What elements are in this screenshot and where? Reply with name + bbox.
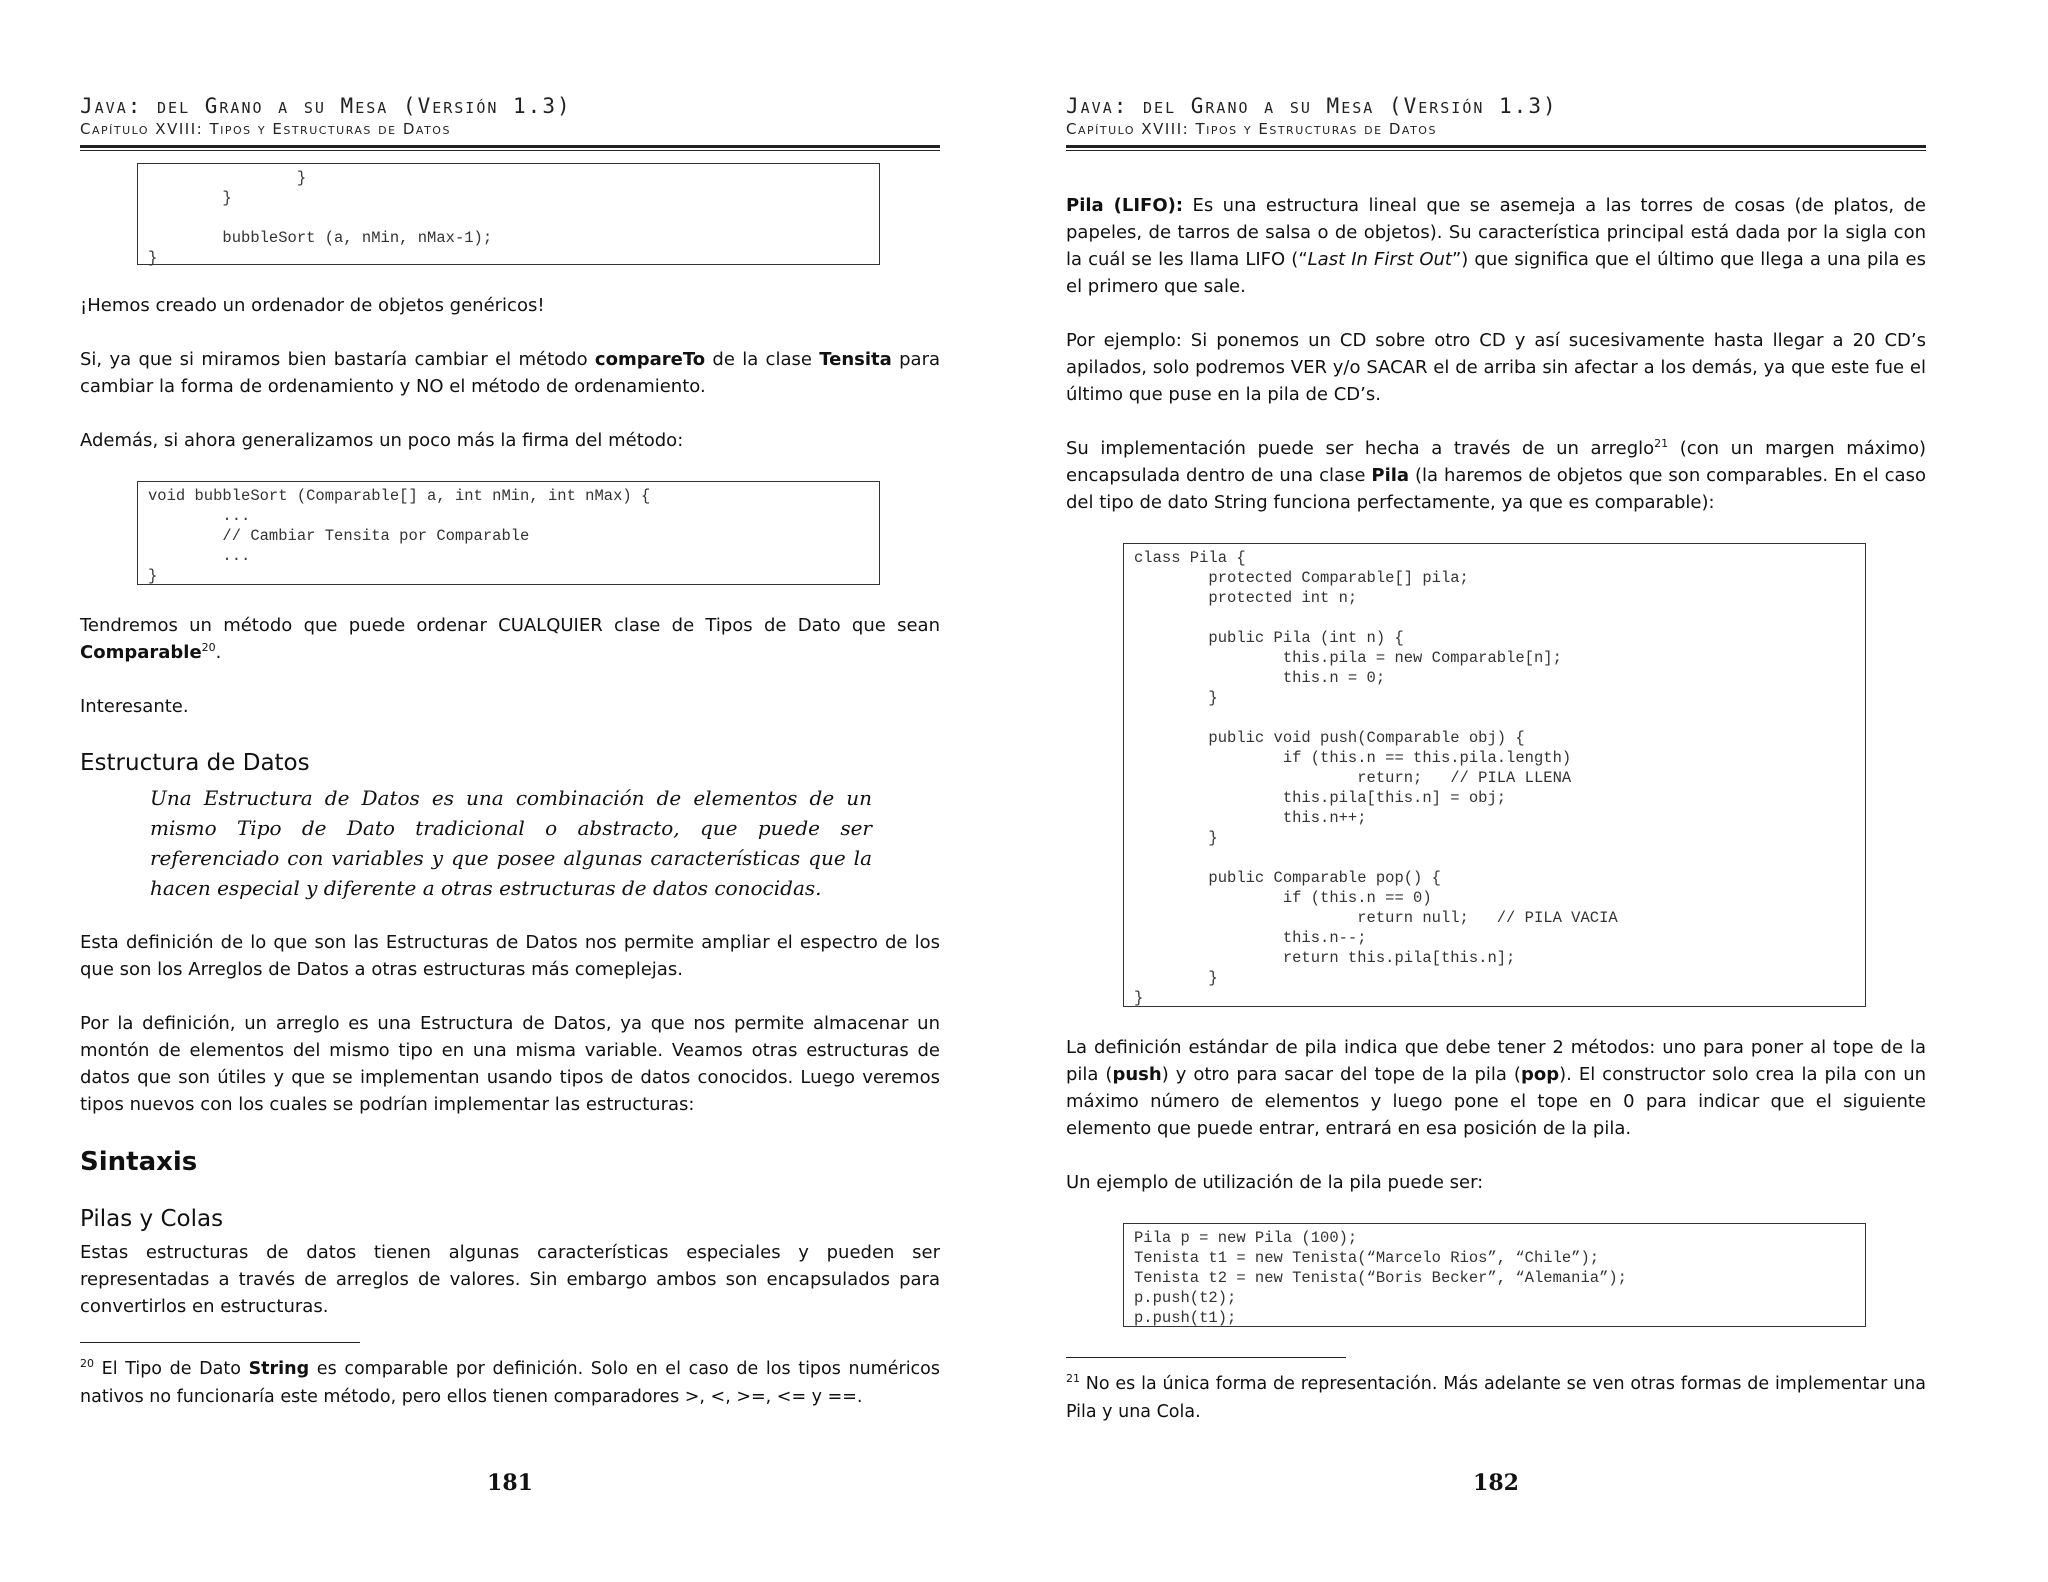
footnote-rule: [80, 1342, 360, 1343]
paragraph: Un ejemplo de utilización de la pila puede ser:: [1066, 1172, 1484, 1193]
paragraph: ¡Hemos creado un ordenador de objetos genéricos!: [80, 295, 545, 316]
right-page: [1066, 0, 1926, 1582]
book-title: Java: del Grano a su Mesa (Versión 1.3): [80, 94, 572, 118]
left-page: [80, 0, 940, 1582]
paragraph: Su implementación puede ser hecha a través de un arreglo$^{21}$ (con un margen máximo) encapsulada dentro de una clase Pila (la haremos de objetos que son comparables. En el caso del tipo de dato String funciona perfectamente, ya que es comparable):: [1066, 437, 1926, 513]
header-rule: [1066, 145, 1926, 148]
section-heading: Pilas y Colas: [80, 1206, 224, 1232]
paragraph: Tendremos un método que puede ordenar CUALQUIER clase de Tipos de Dato que sean Comparable$^{20}$.: [80, 615, 940, 663]
paragraph: Estas estructuras de datos tienen algunas características especiales y pueden ser representadas a través de arreglos de valores. Sin embargo ambos son encapsulados para convertirlos en estructuras.: [80, 1242, 940, 1317]
header-rule-thin: [1066, 150, 1926, 151]
paragraph: Interesante.: [80, 696, 189, 717]
paragraph: Por la definición, un arreglo es una Estructura de Datos, ya que nos permite almacenar un montón de elementos del mismo tipo en una misma variable. Veamos otras estructuras de datos que son útiles y que se implementan usando tipos de datos conocidos. Luego veremos tipos nuevos con los cuales se podrían implementar las estructuras:: [80, 1013, 940, 1115]
paragraph: Si, ya que si miramos bien bastaría cambiar el método compareTo de la clase Tensita para cambiar la forma de ordenamiento y NO el método de ordenamiento.: [80, 349, 940, 397]
code-block: Pila p = new Pila (100); Tenista t1 = new Tenista(“Marcelo Rios”, “Chile”); Tenista t2 = new Tenista(“Boris Becker”, “Alemania”); p.push(t2); p.push(t1);: [1123, 1223, 1866, 1327]
book-title: Java: del Grano a su Mesa (Versión 1.3): [1066, 94, 1558, 118]
header-rule: [80, 145, 940, 148]
chapter-title: Capítulo XVIII: Tipos y Estructuras de Datos: [1066, 120, 1437, 138]
chapter-title: Capítulo XVIII: Tipos y Estructuras de Datos: [80, 120, 451, 138]
definition-quote: Una Estructura de Datos es una combinación de elementos de un mismo Tipo de Dato tradicional o abstracto, que puede ser referenciado con variables y que posee algunas características que la hacen especial y diferente a otras estructuras de datos conocidas.: [150, 786, 872, 900]
paragraph: La definición estándar de pila indica que debe tener 2 métodos: uno para poner al tope de la pila (push) y otro para sacar del tope de la pila (pop). El constructor solo crea la pila con un máximo número de elementos y luego pone el tope en 0 para indicar que el siguiente elemento que puede entrar, entrará en esa posición de la pila.: [1066, 1037, 1927, 1139]
page-number: 181: [487, 1470, 533, 1496]
footnote: $^{20}$ El Tipo de Dato String es comparable por definición. Solo en el caso de los tipos numéricos nativos no funcionaría este método, pero ellos tienen comparadores >, <, >=, <= y ==.: [80, 1357, 940, 1407]
right-content: [1066, 192, 1926, 1426]
footnote: $^{21}$ No es la única forma de representación. Más adelante se ven otras formas de implementar una Pila y una Cola.: [1066, 1372, 1926, 1422]
running-header: [80, 94, 940, 151]
paragraph: Por ejemplo: Si ponemos un CD sobre otro CD y así sucesivamente hasta llegar a 20 CD’s apilados, solo podremos VER y/o SACAR el de arriba sin afectar a los demás, ya que este fue el último que puse en la pila de CD’s.: [1066, 330, 1926, 405]
code-block: void bubbleSort (Comparable[] a, int nMin, int nMax) { ... // Cambiar Tensita por Comparable ... }: [137, 481, 880, 585]
paragraph: Pila (LIFO): Es una estructura lineal que se asemeja a las torres de cosas (de platos, de papeles, de tarros de salsa o de objetos). Su característica principal está dada por la sigla con la cuál se les llama LIFO (“Last In First Out”) que significa que el último que llega a una pila es el primero que sale.: [1066, 195, 1926, 297]
left-content: [80, 163, 940, 1411]
running-header: [1066, 94, 1926, 151]
footnote-rule: [1066, 1357, 1346, 1358]
page-number: 182: [1473, 1470, 1519, 1496]
paragraph: Esta definición de lo que son las Estructuras de Datos nos permite ampliar el espectro de los que son los Arreglos de Datos a otras estructuras más comeplejas.: [80, 932, 940, 980]
code-block: } } bubbleSort (a, nMin, nMax-1); }: [137, 163, 880, 265]
major-heading: Sintaxis: [80, 1147, 198, 1177]
paragraph: Además, si ahora generalizamos un poco más la firma del método:: [80, 430, 684, 451]
section-heading: Estructura de Datos: [80, 750, 310, 776]
header-rule-thin: [80, 150, 940, 151]
code-block: class Pila { protected Comparable[] pila; protected int n; public Pila (int n) { this.pila = new Comparable[n]; this.n = 0; } public void push(Comparable obj) { if (this.n == this.pila.length) return; // PILA LLENA this.pila[this.n] = obj; this.n++; } public Comparable pop() { if (this.n == 0) return null; // PILA VACIA this.n--; return this.pila[this.n]; } }: [1123, 543, 1866, 1007]
